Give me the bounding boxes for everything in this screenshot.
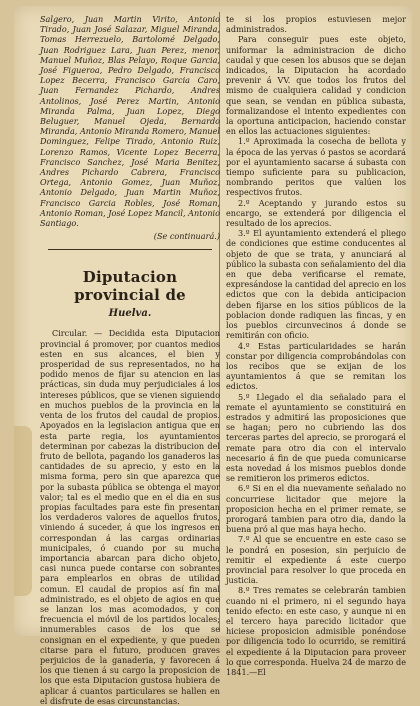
lead-line: te si los propios estuviesen mejor administrados. — [226, 14, 406, 35]
paragraph-1: Para conseguir pues este objeto, uniformar la administracion de dicho caudal y que cesen los abusos que se dejan indicados, la Diputacion ha acordado prevenir á VV. que todos los frutos del mismo de cualquiera calidad y condicion que sean, se vendan en pública subasta, formalizandose el intento expedientes con la oportuna anticipacion, haciendo constar en ellos las actuaciones siguientes: — [226, 34, 406, 137]
section-subheading: Huelva. — [108, 308, 152, 320]
continued-note: (Se continuará.) — [153, 231, 220, 242]
page-stain — [14, 426, 32, 596]
paragraph-5: 4.º Estas particularidades se harán constar por diligencia comprobándolas con los recibos que se exijan de los ayuntamientos á que se remitan los edictos. — [226, 340, 406, 392]
paragraph-7: 6.º Si en el dia nuevamente señalado no concurriese licitador que mejore la proposicion hecha en el primer remate, se prorogará tambien para otro dia, dando la buena pró al que mas haya hecho. — [226, 483, 406, 535]
circular-text: Circular. — Decidida esta Diputacion provincial á promover, por cuantos medios esten en sus alcances, el bien y prosperidad de sus representados, no ha podido menos de fijar su atencion en las prácticas, sin duda muy perjudiciales á los intereses públicos, que se vienen siguiendo en muchos pueblos de la provincia en la venta de los frutos del caudal de propios. Apoyados en la legislacion antigua que en esta parte regia, los ayuntamientos determinan por cabezas la distribucion del fruto de bellota, pagando los ganaderos las cantidades de su aprecio, y esto en la misma forma, pero sin que aparezca que por la subasta pública se obtenga el mayor valor; tal es el medio que en el dia en sus propias facultades para este fin presentan los verdaderos valores de aquellos frutos, viniendo á suceder, á que los ingresos en correspondan á las cargas ordinarias municipales, ó cuando por su mucha importancia abarcan para dicho objeto, casi nunca puede contarse con sobrantes para emplearlos en obras de utilidad comun. El caudal de propios así fin mal administrado, es el objeto de agios en que se lanzan los mas acomodados, y con frecuencia el móvil de los partidos locales; innumerables casos de los que se consignan en el expediente, y que pueden citarse para el futuro, producen graves perjuicios de la ganaderia, y favorecen á los que tienen á su cargo la proposicion de los que esta Diputacion gustosa hubiera de aplicar á cuantos particulares se hallen en el disfrute de esas circunstancias. — [40, 328, 220, 706]
paragraph-3: 2.º Aceptando y jurando estos su encargo, se extenderá por diligencia el resultado de los aprecios. — [226, 197, 406, 229]
names-list: Salgero, Juan Martin Virito, Antonio Tirado, Juan José Salazar, Miguel Miranda, Tomas Herrezuelo, Bartolomé Delgado, Juan Rodriguez Lara, Juan Perez, menor, Manuel Muñoz, Blas Pelayo, Roque Garcia, José Figueroa, Pedro Delgado, Francisco Lopez Becerra, Francisco Garcia Caro, Juan Fernandez Pichardo, Andres Antolinos, José Perez Martin, Antonio Miranda Palma, Juan Lopez, Diego Beluguer, Manuel Ojeda, Bernardo Miranda, Antonio Miranda Romero, Manuel Dominguez, Felipe Tirado, Antonio Ruiz, Lorenzo Ramos, Vicente Lopez Becerra, Francisco Sanchez, José Maria Benitez, Andres Pichardo Cabrera, Francisco Ortega, Antonio Gomez, Juan Muñoz, Antonio Delgado, Juan Martin Muñoz, Francisco Garcia Robles, José Roman, Antonio Roman, José Lopez Mancil, Antonio Santiago. — [40, 14, 220, 229]
newspaper-page — [14, 6, 412, 706]
paragraph-9: 8.º Tres remates se celebrarán tambien cuando ni el primero, ni el segundo haya tenido efecto: en este caso, y aunque ni en el tercero haya parecido licitador que hiciese proposicion admisible ponéndose por diligencia todo lo ocurrido, se remitirá el expediente á la Diputacion para proveer lo que corresponda. Huelva 24 de marzo de 1841.—El — [226, 585, 406, 677]
right-column — [226, 14, 406, 677]
paragraph-2: 1.º Aproximada la cosecha de bellota y la época de las yervas ó pastos se acordará por el ayuntamiento sacarse á subasta con tiempo suficiente para su publicacion, nombrando peritos que valúen los respectivos frutos. — [226, 136, 406, 198]
section-separator — [48, 249, 212, 250]
section-heading: Diputacion provincial de — [74, 268, 186, 305]
paragraph-8: 7.º Al que se encuentre en este caso se le pondrá en posesion, sin perjuicio de remitir el expediente á este cuerpo provincial para resolver lo que proceda en justicia. — [226, 534, 406, 586]
left-column — [40, 14, 220, 706]
paragraph-6: 5.º Llegado el dia señalado para el remate el ayuntamiento se constituirá en estrados y admitirá las proposiciones que se hagan; pero no cubriendo las dos terceras partes del aprecio, se prorogará el remate para otro dia con el intervalo necesario á fin de que pueda comunicarse esta novedad á los mismos pueblos donde se remitieron los primeros edictos. — [226, 391, 406, 484]
paragraph-4: 3.º El ayuntamiento extenderá el pliego de condiciones que estime conducentes al objeto de que se trata, y anunciará al público la subasta con señalamiento del dia en que deba verificarse el remate, expresándose la cantidad del aprecio en los edictos que con la debida anticipacion deben fijarse en los sitios públicos de la poblacion donde radiquen las fincas, y en los pueblos circunvecinos á donde se remitirán con oficio. — [226, 228, 406, 341]
